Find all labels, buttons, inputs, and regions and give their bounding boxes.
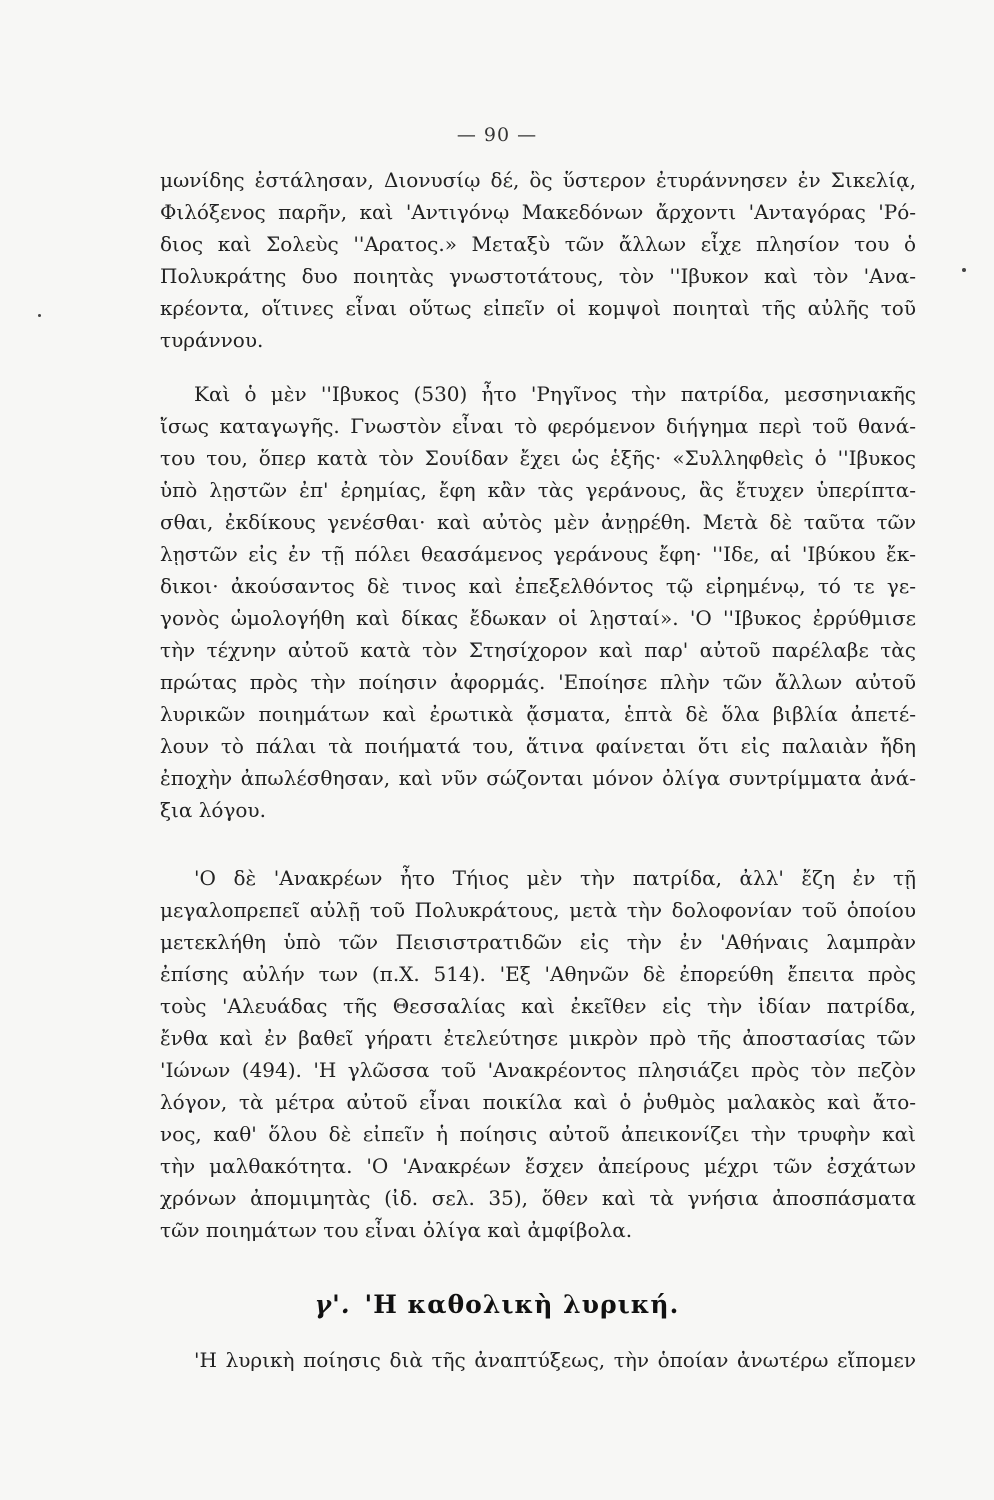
paragraph-4 bbox=[160, 1344, 916, 1376]
text-line: Πολυκράτης δυο ποιητὰς γνωστοτάτους, τὸν ''Ιβυκον καὶ τὸν 'Ανα- bbox=[160, 264, 916, 288]
text-line: μετεκλήθη ὑπὸ τῶν Πεισιστρατιδῶν εἰς τὴν ἐν 'Αθήναις λαμπρὰν bbox=[160, 930, 916, 954]
text-line: διος καὶ Σολεὺς ''Αρατος.» Μεταξὺ τῶν ἄλλων εἶχε πλησίον του ὁ bbox=[160, 232, 916, 256]
text-line: τὴν μαλθακότητα. 'Ο 'Ανακρέων ἔσχεν ἀπείρους μέχρι τῶν ἐσχάτων bbox=[160, 1154, 916, 1178]
text-line: νος, καθ' ὅλου δὲ εἰπεῖν ἡ ποίησις αὐτοῦ ἀπεικονίζει τὴν τρυφὴν καὶ bbox=[160, 1122, 916, 1146]
text-line: γονὸς ὡμολογήθη καὶ δίκας ἔδωκαν οἱ λῃσταί». 'Ο ''Ιβυκος ἐρρύθμισε bbox=[160, 606, 916, 630]
text-line: κρέοντα, οἵτινες εἶναι οὕτως εἰπεῖν οἱ κομψοὶ ποιηταὶ τῆς αὐλῆς τοῦ bbox=[160, 296, 916, 320]
text-line: ἐπίσης αὐλήν των (π.Χ. 514). 'Εξ 'Αθηνῶν δὲ ἐπορεύθη ἔπειτα πρὸς bbox=[160, 962, 916, 986]
text-line: 'Ιώνων (494). 'Η γλῶσσα τοῦ 'Ανακρέοντος πλησιάζει πρὸς τὸν πεζὸν bbox=[160, 1058, 916, 1082]
text-line: τυράννου. bbox=[160, 328, 264, 352]
text-line: μωνίδης ἐστάλησαν, Διονυσίῳ δέ, ὃς ὕστερον ἐτυράννησεν ἐν Σικελίᾳ, bbox=[160, 168, 916, 192]
text-line: Καὶ ὁ μὲν ''Ιβυκος (530) ἦτο 'Ρηγῖνος τὴν πατρίδα, μεσσηνιακῆς bbox=[194, 382, 916, 406]
paragraph-3 bbox=[160, 862, 916, 1246]
ink-speck bbox=[962, 268, 966, 272]
text-line: ξια λόγου. bbox=[160, 798, 266, 822]
text-line: ἔνθα καὶ ἐν βαθεῖ γήρατι ἐτελεύτησε μικρὸν πρὸ τῆς ἀποστασίας τῶν bbox=[160, 1026, 916, 1050]
text-line: τοὺς 'Αλευάδας τῆς Θεσσαλίας καὶ ἐκεῖθεν εἰς τὴν ἰδίαν πατρίδα, bbox=[160, 994, 916, 1018]
text-line: ἴσως καταγωγῆς. Γνωστὸν εἶναι τὸ φερόμενον διήγημα περὶ τοῦ θανά- bbox=[160, 414, 916, 438]
paragraph-1 bbox=[160, 164, 916, 356]
text-line: 'Ο δὲ 'Ανακρέων ἦτο Τήιος μὲν τὴν πατρίδα, ἀλλ' ἔζη ἐν τῇ bbox=[194, 866, 916, 890]
text-line: ἐποχὴν ἀπωλέσθησαν, καὶ νῦν σώζονται μόνον ὀλίγα συντρίμματα ἀνά- bbox=[160, 766, 916, 790]
text-line: τὴν τέχνην αὐτοῦ κατὰ τὸν Στησίχορον καὶ παρ' αὐτοῦ παρέλαβε τὰς bbox=[160, 638, 916, 662]
text-line: λυρικῶν ποιημάτων καὶ ἐρωτικὰ ᾄσματα, ἑπτὰ δὲ ὅλα βιβλία ἀπετέ- bbox=[160, 702, 916, 726]
text-line: πρώτας πρὸς τὴν ποίησιν ἀφορμάς. 'Εποίησε πλὴν τῶν ἄλλων αὐτοῦ bbox=[160, 670, 916, 694]
text-line: σθαι, ἐκδίκους γενέσθαι· καὶ αὐτὸς μὲν ἀνῃρέθη. Μετὰ δὲ ταῦτα τῶν bbox=[160, 510, 916, 534]
section-heading bbox=[0, 1290, 994, 1319]
page-number: — 90 — bbox=[456, 124, 538, 146]
text-line: μεγαλοπρεπεῖ αὐλῇ τοῦ Πολυκράτους, μετὰ τὴν δολοφονίαν τοῦ ὁποίου bbox=[160, 898, 916, 922]
text-line: λῃστῶν εἰς ἐν τῇ πόλει θεασάμενος γεράνους ἔφη· ''Ιδε, αἱ 'Ιβύκου ἔκ- bbox=[160, 542, 916, 566]
section-number: γ'. bbox=[314, 1290, 351, 1319]
text-line: δικοι· ἀκούσαντος δὲ τινος καὶ ἐπεξελθόντος τῷ εἰρημένῳ, τό τε γε- bbox=[160, 574, 916, 598]
text-line: 'Η λυρικὴ ποίησις διὰ τῆς ἀναπτύξεως, τὴν ὁποίαν ἀνωτέρω εἴπομεν bbox=[194, 1348, 916, 1372]
text-line: του του, ὅπερ κατὰ τὸν Σουίδαν ἔχει ὡς ἑξῆς· «Συλληφθεὶς ὁ ''Ιβυκος bbox=[160, 446, 916, 470]
text-line: λουν τὸ πάλαι τὰ ποιήματά του, ἅτινα φαίνεται ὅτι εἰς παλαιὰν ἤδη bbox=[160, 734, 916, 758]
ink-speck bbox=[38, 314, 41, 317]
text-line: ὑπὸ λῃστῶν ἐπ' ἐρημίας, ἔφη κἂν τὰς γεράνους, ἃς ἔτυχεν ὑπερίπτα- bbox=[160, 478, 916, 502]
text-line: Φιλόξενος παρῆν, καὶ 'Αντιγόνῳ Μακεδόνων ἄρχοντι 'Ανταγόρας 'Ρό- bbox=[160, 200, 916, 224]
section-title: 'Η καθολικὴ λυρική. bbox=[364, 1290, 680, 1319]
text-line: τῶν ποιημάτων του εἶναι ὀλίγα καὶ ἀμφίβολα. bbox=[160, 1218, 633, 1242]
text-line: χρόνων ἀπομιμητὰς (ἰδ. σελ. 35), ὅθεν καὶ τὰ γνήσια ἀποσπάσματα bbox=[160, 1186, 916, 1210]
paragraph-2 bbox=[160, 378, 916, 826]
text-line: λόγον, τὰ μέτρα αὐτοῦ εἶναι ποικίλα καὶ ὁ ῥυθμὸς μαλακὸς καὶ ἄτο- bbox=[160, 1090, 916, 1114]
